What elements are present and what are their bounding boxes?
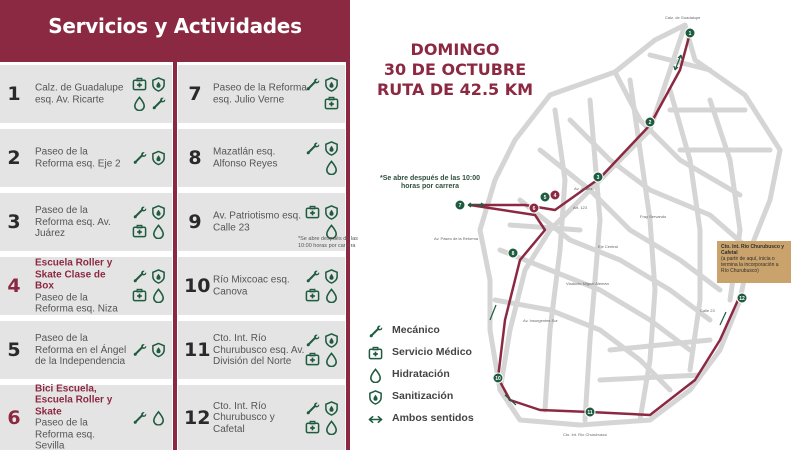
station-location-text: Cto. Int. Río Churubusco esq. Av. División del Norte: [213, 332, 305, 367]
station-location-text: Paseo de la Reforma esq. Niza: [35, 291, 118, 315]
street-label: Fray Servando: [640, 214, 667, 219]
legend-label: Sanitización: [392, 390, 454, 402]
mechanic-icon: [132, 205, 147, 220]
panel-header: [0, 0, 350, 62]
station-location-text: Paseo de la Reforma esq. Sevilla: [35, 417, 96, 450]
callout-box: [717, 241, 791, 283]
map-legend: [368, 322, 508, 432]
medical-icon: [132, 77, 147, 92]
station-number: 9: [188, 211, 202, 233]
street: [670, 90, 700, 370]
marker-label: 6: [532, 206, 536, 212]
mechanic-icon: [305, 401, 320, 416]
service-icons: [128, 205, 166, 239]
station-activity: Bici Escuela, Escuela Roller y Skate: [35, 383, 113, 417]
hydration-icon: [368, 368, 383, 383]
sanitization-icon: [324, 77, 339, 92]
marker-label: 3: [596, 175, 600, 181]
service-icons: [128, 151, 166, 166]
station-row: [178, 257, 345, 315]
legend-label: Mecánico: [392, 324, 440, 336]
legend-item: [368, 388, 508, 410]
map-note: *Se abre después de las 10:00 horas por carrera: [380, 175, 480, 190]
station-location-text: Paseo de la Reforma esq. Julio Verne: [213, 82, 307, 105]
station-number: 2: [7, 147, 21, 169]
station-location: [213, 83, 308, 106]
map-title-date: 30 DE OCTUBRE: [383, 60, 527, 79]
service-icons: [301, 77, 339, 111]
hydration-icon: [324, 352, 339, 367]
sanitization-icon: [151, 77, 166, 92]
legend-label: Ambos sentidos: [392, 412, 474, 424]
station-row: [0, 257, 172, 315]
marker-label: 8: [511, 251, 515, 257]
legend-label: Servicio Médico: [392, 346, 472, 358]
station-row: [0, 321, 172, 379]
street-label: Av. Juárez: [574, 186, 593, 191]
marker-label: 5: [543, 195, 547, 201]
map-title-day: DOMINGO: [410, 40, 500, 59]
station-row: [0, 385, 172, 450]
mechanic-icon: [151, 96, 166, 111]
mechanic-icon: [368, 324, 383, 339]
sanitization-icon: [151, 205, 166, 220]
street: [600, 375, 700, 380]
both-directions-icon: [368, 412, 383, 427]
marker-label: 12: [739, 296, 745, 302]
sanitization-icon: [324, 333, 339, 348]
station-location: [35, 205, 127, 240]
station-number: 7: [188, 83, 202, 105]
marker-label: 2: [648, 120, 652, 126]
station-location-text: Mazatlán esq. Alfonso Reyes: [213, 146, 278, 169]
station-number: 5: [7, 339, 21, 361]
medical-icon: [324, 96, 339, 111]
street-label: Calle 23: [700, 308, 715, 313]
station-row: [0, 129, 172, 187]
station-number: 6: [7, 406, 21, 429]
mechanic-icon: [132, 269, 147, 284]
street-label: Av. Insurgentes Sur: [523, 318, 558, 323]
legend-item: [368, 410, 508, 432]
station-number: 1: [7, 83, 21, 105]
service-icons: [301, 333, 339, 367]
station-location-text: Paseo de la Reforma en el Ángel de la Independencia: [35, 332, 127, 367]
station-location-text: Calz. de Guadalupe esq. Av. Ricarte: [35, 82, 124, 105]
sanitization-icon: [368, 390, 383, 405]
medical-icon: [305, 288, 320, 303]
service-icons: [128, 77, 166, 111]
station-row: [178, 321, 345, 379]
mechanic-icon: [132, 151, 147, 166]
station-location: [213, 211, 308, 234]
sanitization-icon: [324, 141, 339, 156]
station-number: 10: [184, 275, 211, 297]
station-location-text: Paseo de la Reforma esq. Av. Juárez: [35, 204, 111, 239]
service-icons: [128, 410, 166, 425]
street-label: Art. 123: [573, 205, 588, 210]
service-icons: [128, 269, 166, 303]
both-directions-arrow: [720, 312, 726, 325]
station-number: 12: [184, 406, 211, 429]
station-9-footnote: *Se abre después de las 10:00 horas por carrera: [298, 236, 358, 249]
station-number: 8: [188, 147, 202, 169]
station-location: [35, 257, 127, 315]
legend-item: [368, 366, 508, 388]
station-location: [35, 147, 127, 170]
station-row: [0, 193, 172, 251]
street-label: Av. Paseo de la Reforma: [434, 236, 479, 241]
service-icons: [301, 269, 339, 303]
hydration-icon: [132, 96, 147, 111]
station-location: [213, 147, 308, 170]
map-title: [370, 40, 540, 100]
marker-label: 10: [495, 376, 501, 382]
mechanic-icon: [305, 141, 320, 156]
map-title-distance: RUTA DE 42.5 KM: [376, 80, 534, 99]
hydration-icon: [151, 224, 166, 239]
station-location: [35, 383, 127, 450]
station-location-text: Paseo de la Reforma esq. Eje 2: [35, 146, 121, 169]
column-divider: [173, 62, 177, 450]
marker-label: 7: [458, 203, 462, 209]
service-icons: [128, 343, 166, 358]
medical-icon: [305, 420, 320, 435]
station-location-text: Av. Patriotismo esq. Calle 23: [213, 210, 301, 233]
service-icons: [301, 205, 339, 239]
station-location: [213, 333, 308, 368]
station-number: 11: [184, 339, 211, 361]
legend-item: [368, 344, 508, 366]
legend-label: Hidratación: [392, 368, 450, 380]
sanitization-icon: [151, 343, 166, 358]
marker-label: 11: [587, 410, 593, 416]
hydration-icon: [151, 288, 166, 303]
station-location-text: Cto. Int. Río Churubusco y Cafetal: [213, 400, 275, 435]
station-activity: Escuela Roller y Skate Clase de Box: [35, 257, 113, 292]
mechanic-icon: [305, 269, 320, 284]
sanitization-icon: [324, 269, 339, 284]
medical-icon: [305, 205, 320, 220]
mechanic-icon: [305, 333, 320, 348]
street-label: Viaducto Miguel Alemán: [566, 281, 609, 286]
station-row: [178, 65, 345, 123]
station-row: [178, 129, 345, 187]
station-location: [35, 333, 127, 368]
station-row: [178, 385, 345, 450]
sanitization-icon: [324, 205, 339, 220]
hydration-icon: [324, 288, 339, 303]
station-location: [35, 83, 127, 106]
station-number: 3: [7, 211, 21, 233]
medical-icon: [132, 224, 147, 239]
medical-icon: [132, 288, 147, 303]
mechanic-icon: [132, 410, 147, 425]
service-icons: [301, 141, 339, 175]
callout-title: Cto. Int. Río Churubusco y Cafetal: [721, 244, 785, 256]
services-panel: [0, 0, 350, 450]
medical-icon: [368, 346, 383, 361]
panel-title: Servicios y Actividades: [48, 14, 302, 38]
mechanic-icon: [305, 77, 320, 92]
marker-label: 1: [688, 31, 692, 37]
station-location-text: Río Mixcoac esq. Canova: [213, 274, 290, 297]
sanitization-icon: [324, 401, 339, 416]
marker-label: 4: [553, 193, 557, 199]
street-label: Calz. de Guadalupe: [665, 15, 701, 20]
hydration-icon: [324, 160, 339, 175]
sanitization-icon: [151, 269, 166, 284]
mechanic-icon: [132, 343, 147, 358]
callout-text: (a partir de aquí, inicia o termina la incorporación a Río Churubusco): [721, 256, 779, 274]
medical-icon: [305, 352, 320, 367]
station-location: [213, 400, 308, 435]
hydration-icon: [151, 410, 166, 425]
sanitization-icon: [151, 151, 166, 166]
street-label: Cto. Int. Río Churubusco: [563, 432, 608, 437]
service-icons: [301, 401, 339, 435]
street-label: Eje Central: [598, 244, 618, 249]
station-location: [213, 275, 308, 298]
hydration-icon: [324, 420, 339, 435]
station-number: 4: [7, 275, 21, 297]
legend-item: [368, 322, 508, 344]
station-row: [0, 65, 172, 123]
